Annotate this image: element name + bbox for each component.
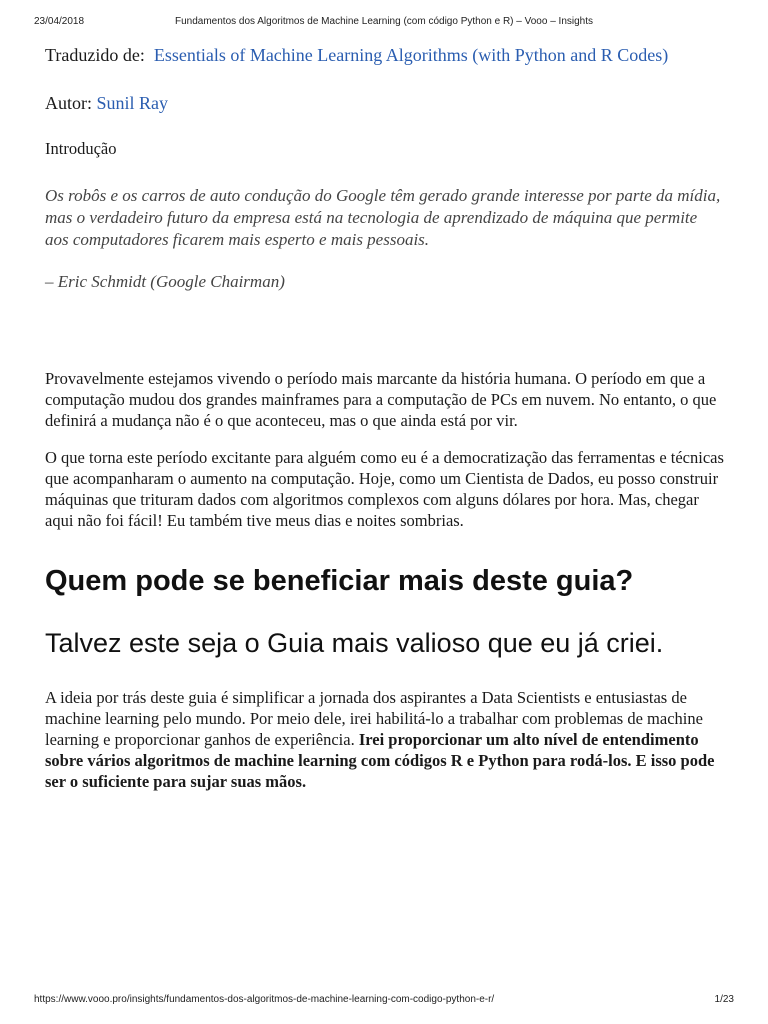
translated-source-link[interactable]: Essentials of Machine Learning Algorithms (with Python and R Codes) bbox=[153, 45, 669, 65]
body-paragraph-3 bbox=[45, 687, 725, 792]
intro-heading: Introdução bbox=[45, 139, 117, 158]
print-header bbox=[34, 16, 734, 30]
print-footer bbox=[34, 994, 734, 1008]
page-number: 1/23 bbox=[714, 994, 734, 1005]
section-subtitle: Talvez este seja o Guia mais valioso que eu já criei. bbox=[45, 628, 664, 658]
paragraph-3-bold-text: Irei proporcionar um alto nível de entendimento sobre vários algoritmos de machine learning com códigos R e Python para rodá-los. E isso pode ser o suficiente para sujar suas mãos. bbox=[45, 730, 715, 791]
quote-author: – Eric Schmidt (Google Chairman) bbox=[45, 272, 285, 291]
quote-text: Os robôs e os carros de auto condução do Google têm gerado grande interesse por parte da mídia, mas o verdadeiro futuro da empresa está na tecnologia de aprendizado de máquina que permite aos computadores ficarem mais esperto e mais pessoais. bbox=[45, 186, 721, 249]
author-line bbox=[45, 90, 725, 116]
translated-label: Traduzido de: bbox=[45, 45, 145, 65]
body-paragraph-1: Provavelmente estejamos vivendo o período mais marcante da história humana. O período em que a computação mudou dos grandes mainframes para a computação de PCs em nuvem. No entanto, o que definirá a mudança não é o que aconteceu, mas o que ainda está por vir. bbox=[45, 369, 717, 430]
print-url: https://www.vooo.pro/insights/fundamentos-dos-algoritmos-de-machine-learning-com-codigo-python-e-r/ bbox=[34, 994, 495, 1005]
paragraph-3-text: A ideia por trás deste guia é simplificar a jornada dos aspirantes a Data Scientists e entusiastas de machine learning pelo mundo. Por meio dele, irei habilitá-lo a trabalhar com problemas de machine learning e proporcionar ganhos de experiência. bbox=[45, 688, 703, 749]
author-label: Autor: bbox=[45, 93, 92, 113]
print-document-title: Fundamentos dos Algoritmos de Machine Learning (com código Python e R) – Vooo – Insights bbox=[174, 16, 594, 27]
author-link[interactable]: Sunil Ray bbox=[96, 93, 169, 113]
section-title: Quem pode se beneficiar mais deste guia? bbox=[45, 565, 634, 597]
body-paragraph-2: O que torna este período excitante para alguém como eu é a democratização das ferramentas e técnicas que acompanharam o aumento na computação. Hoje, como um Cientista de Dados, eu posso construir máquinas que trituram dados com algoritmos complexos com alguns dólares por hora. Mas, chegar aqui não foi fácil! Eu também tive meus dias e noites sombrias. bbox=[45, 448, 724, 530]
print-date: 23/04/2018 bbox=[34, 16, 85, 27]
article-content bbox=[45, 38, 725, 792]
translated-from-line bbox=[45, 42, 725, 68]
